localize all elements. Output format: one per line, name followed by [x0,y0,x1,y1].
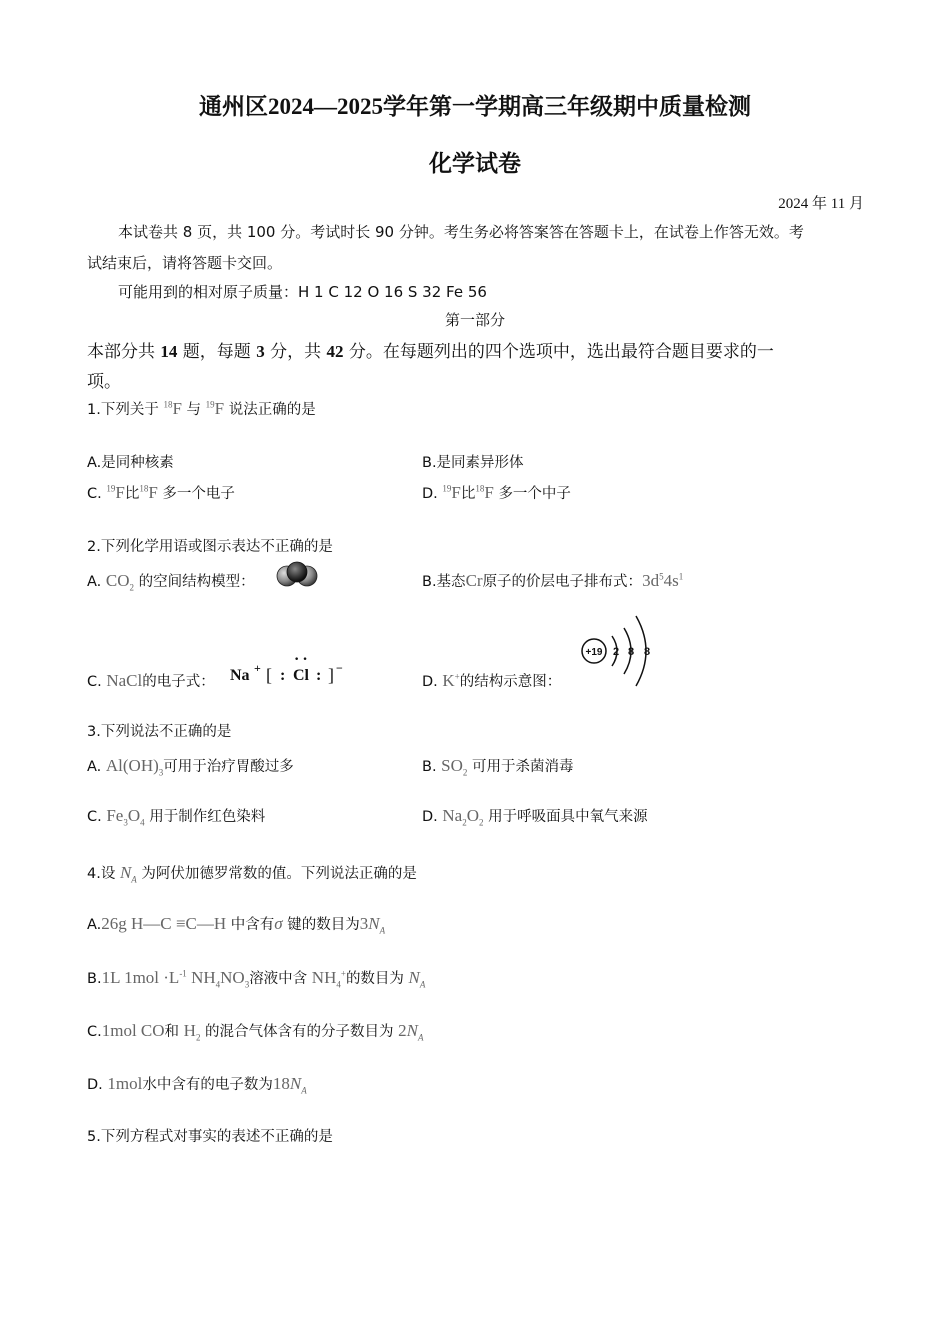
part1-description [87,337,774,362]
k-symbol: K [442,671,455,690]
ammonium-sup: + [340,968,346,979]
q4-c-sub: A [418,1032,424,1043]
part1-description-line-2: 项。 [87,372,121,392]
q1-option-a: A.是同种核素 [87,455,174,471]
cr-config-4s-sup: 1 [678,571,684,582]
q1-d-suffix: 多一个中子 [498,486,571,502]
cl-charge: − [336,661,343,675]
q2-d-text: 的结构示意图： [459,674,562,690]
k-ion-structure-diagram [578,612,658,692]
k-ion [442,671,459,690]
q4-option-d [87,1073,307,1095]
shell-1-count: 2 [612,646,620,658]
q4-option-a [87,913,385,935]
oh-group: (OH) [122,756,159,775]
q3-b-prefix: B. [422,759,437,775]
na-symbol: Na [230,667,250,684]
acetylene-formula: 26g H—C ≡C—H [101,914,227,933]
q4-c-n: N [406,1021,418,1040]
right-bracket: ] [328,665,334,685]
q1-d-iso19 [442,483,460,502]
q2-stem: 2.下列化学用语或图示表达不正确的是 [87,539,333,555]
desc-text-b: 题，每题 [177,342,257,362]
q4-a-answer [359,914,386,936]
q4-c-answer [398,1021,424,1043]
q1-option-c [87,482,235,503]
q4-d-coef: 18 [272,1074,290,1093]
q1-stem-c: 说法正确的是 [228,402,316,418]
question-count: 14 [160,342,178,361]
k-charge: + [454,671,460,682]
q4-d-sub: A [301,1085,307,1096]
shell-3-count: 8 [643,646,651,658]
co2-sub: 2 [129,582,135,593]
f18-elem: F [172,399,182,418]
q4-stem-a: 4.设 [87,866,116,882]
q4-stem-b: 为阿伏加德罗常数的值。下列说法正确的是 [141,866,417,882]
q2-c-prefix: C. [87,674,102,690]
q2-b-prefix: B.基态 [422,574,466,590]
q1-c-mid: 比 [124,486,140,502]
instructions-line-1: 本试卷共 8 页，共 100 分。考试时长 90 分钟。考生务必将答案答在答题卡上，在试卷上作答无效。考 [118,223,804,241]
q1-d-prefix: D. [422,486,438,502]
q4-d-answer [272,1074,307,1096]
na-symbol-2: Na [442,806,463,825]
f19-elem: F [214,399,225,418]
q2-a-formula [105,571,135,593]
ammonium-ion [311,968,346,990]
ammonium-sub: 4 [336,979,341,990]
q4-a-sub: A [379,925,386,936]
q4-a-text-b: 键的数目为 [287,917,360,933]
q4-b-text-b: 的数目为 [345,971,404,987]
exam-subtitle: 化学试卷 [429,151,521,177]
part1-heading: 第一部分 [444,311,505,329]
q4-option-b [87,967,425,989]
shell-2-count: 8 [627,646,635,658]
ammonium-nh: NH [311,968,337,987]
na2o2-formula [442,806,484,828]
desc-text-a: 本部分共 [87,342,161,362]
co-formula: 1mol CO [101,1021,165,1040]
fe-symbol: Fe [106,806,124,825]
q2-a-prefix: A. [87,574,102,590]
q1-option-b: B.是同素异形体 [422,455,524,471]
q3-a-prefix: A. [87,759,102,775]
avogadro-sub: A [131,874,137,885]
nh-text: NH [191,968,216,987]
desc-text-c: 分，共 [264,342,327,362]
no-sub: 3 [244,979,250,990]
q4-c-text: 的混合气体含有的分子数目为 [205,1024,394,1040]
o-symbol-2: O [466,806,479,825]
q1-d-mass18: 18 [475,483,485,494]
q1-d-iso18 [475,483,493,502]
q2-a-text: 的空间结构模型： [138,574,255,590]
f18-isotope [163,399,181,418]
q1-d-mass19: 19 [442,483,452,494]
q1-d-elem19: F [451,483,461,502]
q4-b-text-a: 溶液中含 [249,971,308,987]
atomic-mass-line: 可能用到的相对原子质量：H 1 C 12 O 16 S 32 Fe 56 [118,283,487,301]
na-sub: 2 [462,817,467,828]
q3-stem: 3.下列说法不正确的是 [87,724,232,740]
conc-text: 1L 1mol ·L [101,968,180,987]
q1-c-iso18 [139,483,157,502]
conc-sup: -1 [179,968,187,979]
cr-config-3d-sup: 5 [659,571,664,582]
q2-option-b [422,570,683,591]
electron-dots-right: : [316,667,322,684]
q4-d-text: 水中含有的电子数为 [142,1077,273,1093]
q1-stem [87,398,316,419]
electron-dots-left: : [280,667,286,684]
q1-c-elem18: F [148,483,158,502]
al-symbol: Al [105,756,123,775]
f18-mass: 18 [163,399,173,410]
f19-mass: 19 [205,399,215,410]
q1-option-d [422,482,571,503]
instructions-line-2: 试结束后，请将答题卡交回。 [87,254,283,272]
no-text: NO [220,968,245,987]
q4-c-and: 和 [164,1024,180,1040]
na-charge: + [254,661,261,675]
q3-a-text: 可用于治疗胃酸过多 [163,759,294,775]
q2-option-c [87,670,215,691]
q2-c-text: 的电子式： [142,674,215,690]
title-years: 2024—2025 [268,94,383,119]
left-bracket: [ [266,665,272,685]
exam-date: 2024 年 11 月 [778,196,864,212]
q4-d-n: N [289,1074,302,1093]
q1-d-elem18: F [484,483,494,502]
exam-title [0,88,950,121]
o-sub: 4 [140,817,145,828]
title-prefix: 通州区 [199,94,268,120]
cr-config [642,571,683,590]
aloh3-formula [105,756,164,778]
q1-c-mass18: 18 [139,483,149,494]
q1-d-mid: 比 [460,486,476,502]
desc-text-d: 分。在每题列出的四个选项中，选出最符合题目要求的一 [343,342,774,362]
nucleus-charge: +19 [585,647,603,658]
q4-b-prefix: B. [87,971,102,987]
q4-stem [87,862,417,884]
title-suffix: 学年第一学期高三年级期中质量检测 [383,94,751,120]
nh4no3-solution [101,968,250,990]
q1-c-elem19: F [115,483,125,502]
q2-option-d [422,670,561,691]
fe-sub: 3 [123,817,128,828]
q4-d-prefix: D. [87,1077,103,1093]
q4-c-coef: 2 [398,1021,407,1040]
q4-a-coef: 3 [359,914,369,933]
sigma-symbol: σ [274,914,283,933]
fe3o4-formula [106,806,145,828]
per-question-score: 3 [256,342,265,361]
so2-sub: 2 [462,767,468,778]
so2-formula [441,756,468,778]
cr-config-4s: 4s [663,571,679,590]
q3-d-text: 用于呼吸面具中氧气来源 [488,809,648,825]
cr-config-3d: 3d [642,571,660,590]
h-sub: 2 [195,1032,201,1043]
o-sub-2: 2 [479,817,484,828]
q3-d-prefix: D. [422,809,438,825]
nacl-formula: NaCl [106,671,143,690]
avogadro-symbol [119,863,137,885]
electron-dots-top: ·· [294,651,311,668]
q3-option-b [422,755,574,777]
so-text: SO [441,756,463,775]
q3-option-a [87,755,294,777]
co2-space-filling-model [276,558,318,592]
q4-a-prefix: A. [87,917,102,933]
q1-stem-b: 与 [186,402,202,418]
q1-stem-a: 1.下列关于 [87,402,159,418]
q2-option-a [87,570,255,592]
q4-a-n: N [368,914,380,933]
q3-option-c [87,805,265,827]
q1-c-suffix: 多一个电子 [162,486,235,502]
q3-b-text: 可用于杀菌消毒 [472,759,574,775]
nh-sub: 4 [215,979,221,990]
h2-formula [183,1021,201,1043]
q4-b-answer [408,968,426,990]
avogadro-n: N [119,863,132,882]
h-symbol: H [183,1021,196,1040]
q4-b-sub: A [419,979,426,990]
q1-c-mass19: 19 [106,483,116,494]
q2-d-prefix: D. [422,674,438,690]
cl-symbol: Cl [293,667,309,684]
q3-c-text: 用于制作红色染料 [149,809,266,825]
q4-a-text-a: 中含有 [230,917,275,933]
q3-c-prefix: C. [87,809,102,825]
f19-isotope [206,399,224,418]
q2-b-text: 原子的价层电子排布式： [482,574,643,590]
q3-option-d [422,805,648,827]
q1-c-iso19 [106,483,124,502]
co2-text: CO [105,571,130,590]
o-symbol: O [127,806,141,825]
q4-option-c [87,1020,424,1042]
cr-symbol: Cr [465,571,483,590]
q1-c-prefix: C. [87,486,102,502]
mol-text: 1mol [107,1074,143,1093]
total-score: 42 [326,342,344,361]
q5-stem: 5.下列方程式对事实的表述不正确的是 [87,1129,333,1145]
q4-b-n: N [408,968,420,987]
aloh3-sub: 3 [158,767,164,778]
q4-c-prefix: C. [87,1024,102,1040]
